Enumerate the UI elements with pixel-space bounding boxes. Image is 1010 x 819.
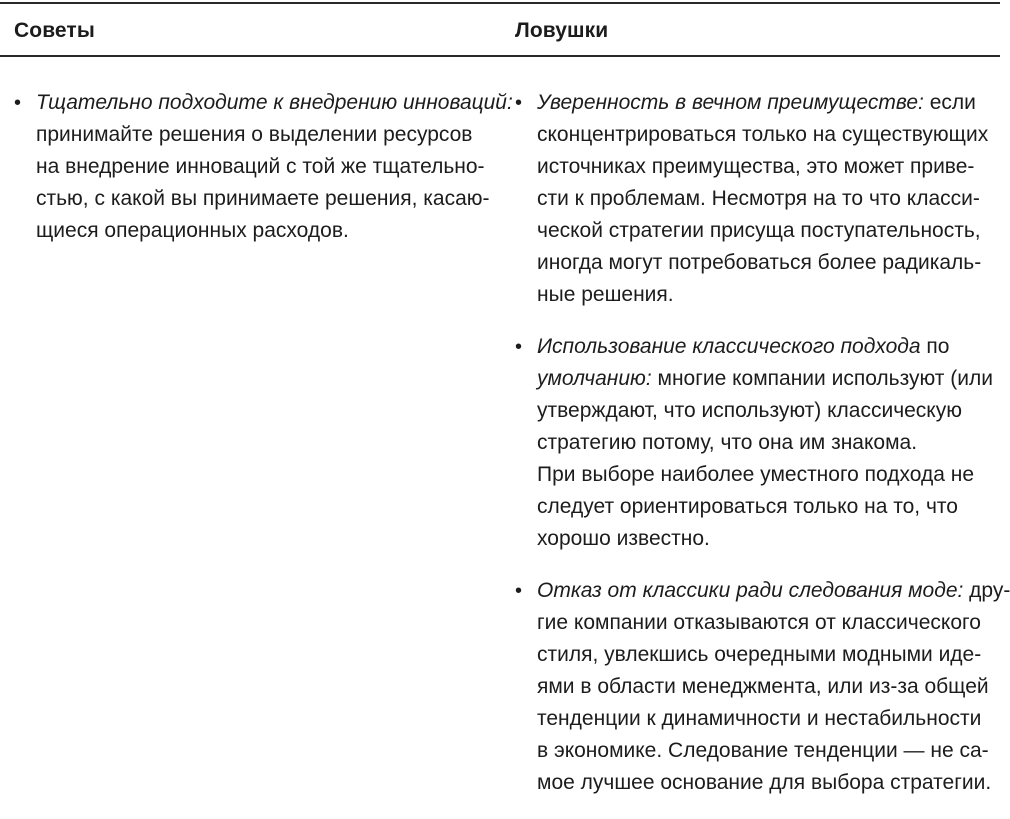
text-line: источниках преимущества, это может приве- xyxy=(537,155,975,178)
bullet-icon: • xyxy=(515,92,523,114)
text-line: Использование классического подхода по xyxy=(537,335,950,358)
text-line: стью, с какой вы принимаете решения, касаю- xyxy=(36,187,490,210)
text-line: ями в области менеджмента, или из-за общей xyxy=(537,675,989,698)
bullet-icon: • xyxy=(515,580,523,602)
text-line: Отказ от классики ради следования моде: дру- xyxy=(537,579,1010,602)
tip-item xyxy=(14,87,513,247)
traps-column xyxy=(515,87,1010,819)
text-line: стратегию потому, что она им знакома. xyxy=(537,431,918,454)
text-line: иногда могут потребоваться более радикаль- xyxy=(537,251,982,274)
text-line: в экономике. Следование тенденции — не са- xyxy=(537,739,989,762)
text-line: утверждают, что используют) классическую xyxy=(537,399,962,422)
trap-item xyxy=(515,575,1010,799)
text-line: ческой стратегии присуща поступательность, xyxy=(537,219,981,242)
tips-column xyxy=(14,87,513,267)
text-line: тенденции к динамичности и нестабильности xyxy=(537,707,982,730)
bullet-icon: • xyxy=(14,92,22,114)
text-line: умолчанию: многие компании используют (или xyxy=(537,367,993,390)
text-line: Уверенность в вечном преимуществе: если xyxy=(537,91,976,114)
traps-column-header: Ловушки xyxy=(515,19,609,42)
text-line: ные решения. xyxy=(537,283,674,306)
top-rule xyxy=(0,2,1000,4)
text-line: щиеся операционных расходов. xyxy=(36,219,349,242)
text-line: на внедрение инноваций с той же тщательно- xyxy=(36,155,485,178)
text-line: хорошо известно. xyxy=(537,527,710,550)
trap-item xyxy=(515,331,997,555)
text-line: стиля, увлекшись очередными модными иде- xyxy=(537,643,982,666)
text-line: принимайте решения о выделении ресурсов xyxy=(36,123,473,146)
text-line: Тщательно подходите к внедрению инноваций: xyxy=(36,91,513,114)
text-line: сти к проблемам. Несмотря на то что класси- xyxy=(537,187,980,210)
bullet-icon: • xyxy=(515,336,523,358)
text-line: мое лучшее основание для выбора стратегии. xyxy=(537,771,992,794)
trap-item xyxy=(515,87,997,311)
text-line: При выборе наиболее уместного подхода не xyxy=(537,463,975,486)
header-rule xyxy=(0,55,1000,57)
text-line: сконцентрироваться только на существующих xyxy=(537,123,989,146)
text-line: следует ориентироваться только на то, что xyxy=(537,495,958,518)
text-line: гие компании отказываются от классического xyxy=(537,611,981,634)
tips-column-header: Советы xyxy=(14,19,95,42)
